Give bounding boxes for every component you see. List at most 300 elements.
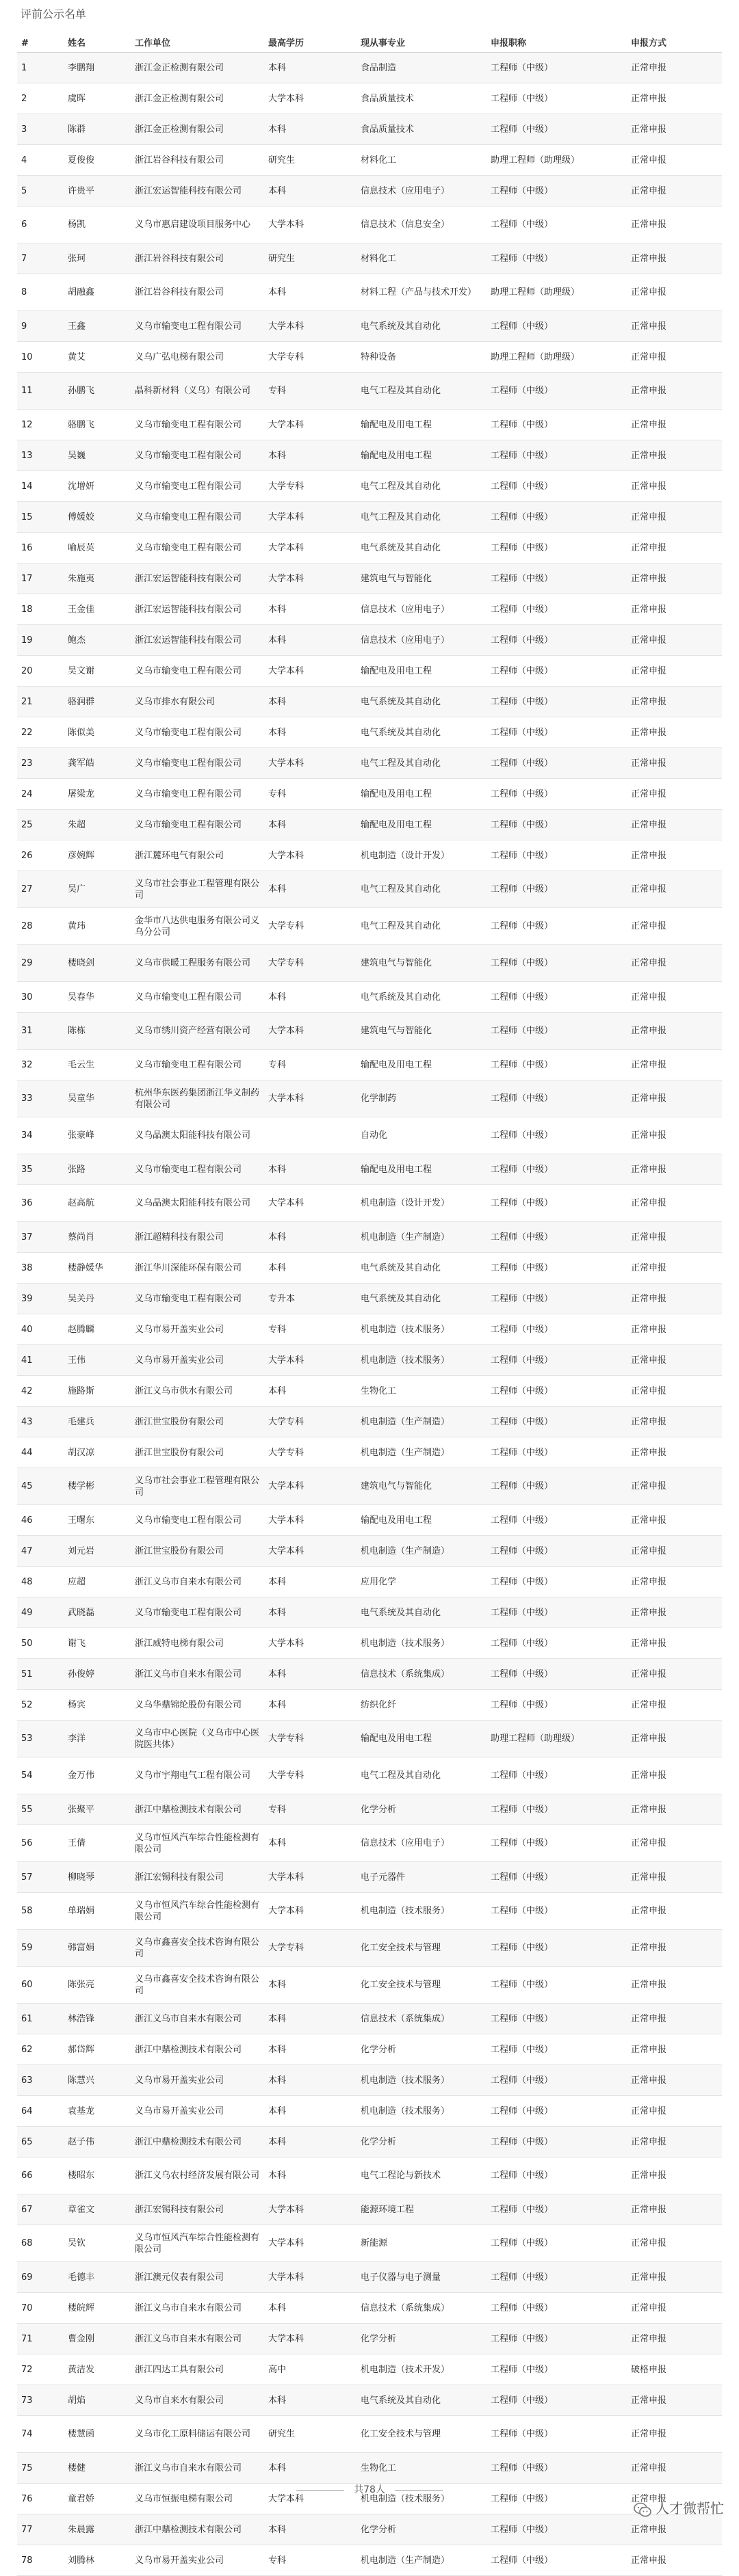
row-index: 23 (17, 748, 64, 779)
table-row (17, 2354, 722, 2385)
row-major: 信息技术（系统集成） (356, 2293, 487, 2324)
row-index: 21 (17, 687, 64, 717)
row-title: 工程师（中级） (487, 2416, 627, 2453)
row-employer: 义乌市易开盖实业公司 (131, 2065, 264, 2096)
row-method: 正常申报 (627, 274, 722, 311)
row-method: 正常申报 (627, 1659, 722, 1690)
row-index: 48 (17, 1567, 64, 1597)
row-method: 正常申报 (627, 533, 722, 563)
row-title: 工程师（中级） (487, 2004, 627, 2034)
row-index: 15 (17, 502, 64, 533)
row-index: 59 (17, 1930, 64, 1967)
row-method: 正常申报 (627, 410, 722, 440)
row-title: 工程师（中级） (487, 945, 627, 982)
row-major: 特种设备 (356, 342, 487, 373)
row-title: 工程师（中级） (487, 982, 627, 1013)
row-index: 33 (17, 1080, 64, 1117)
row-method: 正常申报 (627, 114, 722, 145)
row-method: 正常申报 (627, 2225, 722, 2262)
row-method: 正常申报 (627, 1930, 722, 1967)
row-employer: 浙江金正检测有限公司 (131, 53, 264, 83)
row-education: 专科 (264, 373, 356, 410)
row-education: 本科 (264, 1967, 356, 2004)
row-major: 机电制造（生产制造） (356, 1407, 487, 1437)
row-major: 电气系统及其自动化 (356, 717, 487, 748)
row-major: 建筑电气与智能化 (356, 945, 487, 982)
row-education: 专科 (264, 1050, 356, 1080)
row-method: 正常申报 (627, 2453, 722, 2484)
row-index: 74 (17, 2416, 64, 2453)
row-employer: 浙江中鼎检测技术有限公司 (131, 2514, 264, 2545)
row-method: 正常申报 (627, 871, 722, 908)
row-name: 毛云生 (64, 1050, 131, 1080)
row-index: 2 (17, 83, 64, 114)
row-name: 袁基龙 (64, 2096, 131, 2127)
row-major: 能源环境工程 (356, 2194, 487, 2225)
row-major: 信息技术（应用电子） (356, 625, 487, 656)
table-row (17, 471, 722, 502)
row-index: 75 (17, 2453, 64, 2484)
table-row (17, 748, 722, 779)
row-index: 31 (17, 1013, 64, 1050)
row-title: 工程师（中级） (487, 1930, 627, 1967)
table-row (17, 945, 722, 982)
col-header-major: 现从事专业 (356, 34, 487, 53)
row-name: 骆鹏飞 (64, 410, 131, 440)
row-name: 陈张亮 (64, 1967, 131, 2004)
row-name: 黄玮 (64, 908, 131, 945)
row-employer: 浙江宏锡科技有限公司 (131, 1862, 264, 1893)
row-title: 工程师（中级） (487, 687, 627, 717)
row-name: 黄艾 (64, 342, 131, 373)
row-major: 信息技术（系统集成） (356, 1659, 487, 1690)
row-index: 67 (17, 2194, 64, 2225)
row-education: 本科 (264, 2385, 356, 2416)
row-index: 18 (17, 594, 64, 625)
row-education: 研究生 (264, 145, 356, 176)
table-row (17, 502, 722, 533)
row-education: 大学本科 (264, 410, 356, 440)
row-index: 60 (17, 1967, 64, 2004)
table-row (17, 1659, 722, 1690)
row-method: 正常申报 (627, 1862, 722, 1893)
row-employer: 义乌市输变电工程有限公司 (131, 656, 264, 687)
row-title: 工程师（中级） (487, 563, 627, 594)
row-title: 工程师（中级） (487, 2324, 627, 2354)
row-employer: 义乌市输变电工程有限公司 (131, 1154, 264, 1185)
row-major: 电气系统及其自动化 (356, 2385, 487, 2416)
row-employer: 浙江宏运智能科技有限公司 (131, 176, 264, 207)
row-name: 单瑞娟 (64, 1893, 131, 1930)
row-major: 信息技术（应用电子） (356, 594, 487, 625)
row-method: 正常申报 (627, 594, 722, 625)
row-education: 本科 (264, 2453, 356, 2484)
row-employer: 浙江岩谷科技有限公司 (131, 145, 264, 176)
row-title: 工程师（中级） (487, 1967, 627, 2004)
row-title: 工程师（中级） (487, 1117, 627, 1154)
row-index: 6 (17, 207, 64, 243)
row-employer: 浙江宏运智能科技有限公司 (131, 625, 264, 656)
row-major: 机电制造（技术服务） (356, 2096, 487, 2127)
row-education: 本科 (264, 114, 356, 145)
row-name: 楼昭东 (64, 2157, 131, 2194)
candidate-table (17, 34, 722, 2576)
table-row (17, 2004, 722, 2034)
row-method: 正常申报 (627, 840, 722, 871)
row-major: 电气系统及其自动化 (356, 1597, 487, 1628)
row-major: 生物化工 (356, 2453, 487, 2484)
row-index: 61 (17, 2004, 64, 2034)
row-education: 专升本 (264, 1284, 356, 1314)
row-name: 王金佳 (64, 594, 131, 625)
row-employer: 义乌市输变电工程有限公司 (131, 1597, 264, 1628)
row-method: 正常申报 (627, 982, 722, 1013)
table-row (17, 1597, 722, 1628)
row-title: 工程师（中级） (487, 2127, 627, 2157)
row-major: 材料化工 (356, 243, 487, 274)
row-name: 许贵平 (64, 176, 131, 207)
row-education: 本科 (264, 2293, 356, 2324)
table-row (17, 2096, 722, 2127)
row-major: 材料化工 (356, 145, 487, 176)
row-title: 工程师（中级） (487, 2545, 627, 2576)
row-education: 本科 (264, 2004, 356, 2034)
row-major: 电气系统及其自动化 (356, 982, 487, 1013)
row-name: 楼晓剑 (64, 945, 131, 982)
row-employer: 义乌市易开盖实业公司 (131, 1314, 264, 1345)
row-index: 77 (17, 2514, 64, 2545)
row-education: 大学本科 (264, 502, 356, 533)
row-index: 39 (17, 1284, 64, 1314)
row-method: 正常申报 (627, 1253, 722, 1284)
row-method: 正常申报 (627, 145, 722, 176)
row-employer: 义乌市输变电工程有限公司 (131, 1505, 264, 1536)
table-row (17, 1825, 722, 1862)
row-method: 正常申报 (627, 176, 722, 207)
row-education: 本科 (264, 2514, 356, 2545)
table-row (17, 2416, 722, 2453)
table-row (17, 533, 722, 563)
row-name: 骆润群 (64, 687, 131, 717)
row-index: 73 (17, 2385, 64, 2416)
row-education: 本科 (264, 176, 356, 207)
row-employer: 浙江义乌市自来水有限公司 (131, 2293, 264, 2324)
row-method: 正常申报 (627, 1967, 722, 2004)
row-method: 正常申报 (627, 1628, 722, 1659)
row-method: 正常申报 (627, 373, 722, 410)
watermark-text: 人才微帮忙 (656, 2500, 724, 2517)
row-method: 正常申报 (627, 2065, 722, 2096)
row-employer: 义乌晶澳太阳能科技有限公司 (131, 1185, 264, 1222)
row-employer: 浙江义乌市自来水有限公司 (131, 2324, 264, 2354)
row-index: 54 (17, 1757, 64, 1794)
row-method: 正常申报 (627, 1437, 722, 1468)
row-employer: 晶科新材料（义乌）有限公司 (131, 373, 264, 410)
row-employer: 义乌市输变电工程有限公司 (131, 982, 264, 1013)
row-index: 28 (17, 908, 64, 945)
row-education: 大学本科 (264, 1862, 356, 1893)
row-major: 机电制造（技术服务） (356, 1314, 487, 1345)
row-education: 大学本科 (264, 207, 356, 243)
row-employer: 浙江义乌市自来水有限公司 (131, 1567, 264, 1597)
row-major: 信息技术（应用电子） (356, 176, 487, 207)
row-education: 本科 (264, 810, 356, 840)
row-education: 大学专科 (264, 1930, 356, 1967)
row-major: 机电制造（生产制造） (356, 1536, 487, 1567)
table-row (17, 840, 722, 871)
row-major: 电气工程论与新技术 (356, 2157, 487, 2194)
table-header-row (17, 34, 722, 53)
row-name: 赵腾麟 (64, 1314, 131, 1345)
row-education: 本科 (264, 440, 356, 471)
row-name: 夏俊俊 (64, 145, 131, 176)
row-education: 大学专科 (264, 945, 356, 982)
row-education: 大学本科 (264, 1628, 356, 1659)
row-index: 5 (17, 176, 64, 207)
row-title: 工程师（中级） (487, 2514, 627, 2545)
row-education: 本科 (264, 594, 356, 625)
row-employer: 义乌市恒风汽车综合性能检测有限公司 (131, 1893, 264, 1930)
row-employer: 浙江澳元仪表有限公司 (131, 2262, 264, 2293)
row-employer: 浙江世宝股份有限公司 (131, 1536, 264, 1567)
row-education: 大学本科 (264, 83, 356, 114)
row-title: 工程师（中级） (487, 1185, 627, 1222)
row-major: 机电制造（设计开发） (356, 840, 487, 871)
row-education: 专科 (264, 779, 356, 810)
row-method: 正常申报 (627, 1536, 722, 1567)
table-row (17, 2545, 722, 2576)
row-index: 8 (17, 274, 64, 311)
row-title: 工程师（中级） (487, 656, 627, 687)
row-employer: 义乌市输变电工程有限公司 (131, 748, 264, 779)
row-education: 本科 (264, 625, 356, 656)
col-header-method: 申报方式 (627, 34, 722, 53)
row-major: 化学分析 (356, 2324, 487, 2354)
row-index: 55 (17, 1794, 64, 1825)
row-name: 刘腾林 (64, 2545, 131, 2576)
row-index: 9 (17, 311, 64, 342)
row-major: 电气工程及其自动化 (356, 373, 487, 410)
row-method: 正常申报 (627, 2096, 722, 2127)
row-index: 4 (17, 145, 64, 176)
row-employer: 浙江麓环电气有限公司 (131, 840, 264, 871)
row-education: 大学本科 (264, 1013, 356, 1050)
table-row (17, 1253, 722, 1284)
row-major: 自动化 (356, 1117, 487, 1154)
row-major: 电气工程及其自动化 (356, 748, 487, 779)
row-name: 杨宾 (64, 1690, 131, 1721)
row-major: 输配电及用电工程 (356, 440, 487, 471)
row-name: 吴关丹 (64, 1284, 131, 1314)
row-index: 24 (17, 779, 64, 810)
row-employer: 浙江超精科技有限公司 (131, 1222, 264, 1253)
row-education: 研究生 (264, 243, 356, 274)
row-method: 正常申报 (627, 1345, 722, 1376)
table-row (17, 274, 722, 311)
row-name: 朱晨露 (64, 2514, 131, 2545)
row-major: 应用化学 (356, 1567, 487, 1597)
row-major: 材料工程（产品与技术开发） (356, 274, 487, 311)
row-title: 工程师（中级） (487, 1154, 627, 1185)
row-name: 龚军皓 (64, 748, 131, 779)
row-employer: 义乌市易开盖实业公司 (131, 2096, 264, 2127)
row-index: 68 (17, 2225, 64, 2262)
row-title: 工程师（中级） (487, 2385, 627, 2416)
row-name: 赵子伟 (64, 2127, 131, 2157)
row-name: 童君娇 (64, 2484, 131, 2514)
table-row (17, 625, 722, 656)
table-row (17, 440, 722, 471)
table-row (17, 563, 722, 594)
row-education: 专科 (264, 2545, 356, 2576)
row-education: 大学本科 (264, 2225, 356, 2262)
row-education: 本科 (264, 871, 356, 908)
row-method: 正常申报 (627, 1567, 722, 1597)
row-method: 正常申报 (627, 2385, 722, 2416)
row-name: 张聚平 (64, 1794, 131, 1825)
table-row (17, 1721, 722, 1757)
row-employer: 义乌市鑫喜安全技术咨询有限公司 (131, 1967, 264, 2004)
table-row (17, 53, 722, 83)
table-row (17, 1080, 722, 1117)
row-name: 胡焰 (64, 2385, 131, 2416)
table-row (17, 1013, 722, 1050)
table-row (17, 1154, 722, 1185)
row-title: 工程师（中级） (487, 2484, 627, 2514)
row-employer: 浙江金正检测有限公司 (131, 114, 264, 145)
row-major: 建筑电气与智能化 (356, 563, 487, 594)
row-education: 本科 (264, 687, 356, 717)
table-row (17, 982, 722, 1013)
row-index: 66 (17, 2157, 64, 2194)
table-row (17, 908, 722, 945)
row-index: 7 (17, 243, 64, 274)
row-employer: 浙江义乌市自来水有限公司 (131, 1659, 264, 1690)
row-major: 机电制造（生产制造） (356, 2545, 487, 2576)
table-row (17, 243, 722, 274)
row-title: 工程师（中级） (487, 1893, 627, 1930)
row-title: 工程师（中级） (487, 1222, 627, 1253)
row-method: 正常申报 (627, 2416, 722, 2453)
row-index: 72 (17, 2354, 64, 2385)
row-title: 工程师（中级） (487, 717, 627, 748)
row-title: 工程师（中级） (487, 533, 627, 563)
row-education (264, 1117, 356, 1154)
row-method: 正常申报 (627, 243, 722, 274)
row-title: 工程师（中级） (487, 1345, 627, 1376)
col-header-title: 申报职称 (487, 34, 627, 53)
row-major: 新能源 (356, 2225, 487, 2262)
row-education: 大学本科 (264, 1536, 356, 1567)
row-education: 大学本科 (264, 1893, 356, 1930)
row-major: 化工安全技术与管理 (356, 1967, 487, 2004)
row-method: 正常申报 (627, 1185, 722, 1222)
table-row (17, 2453, 722, 2484)
row-employer: 义乌市恒振电梯有限公司 (131, 2484, 264, 2514)
row-major: 生物化工 (356, 1376, 487, 1407)
row-education: 本科 (264, 274, 356, 311)
row-index: 16 (17, 533, 64, 563)
row-name: 楼慧函 (64, 2416, 131, 2453)
row-name: 张豪峰 (64, 1117, 131, 1154)
row-education: 本科 (264, 1597, 356, 1628)
row-name: 彦婉辉 (64, 840, 131, 871)
row-major: 电气系统及其自动化 (356, 1284, 487, 1314)
row-name: 李鹏翔 (64, 53, 131, 83)
row-name: 吴巍 (64, 440, 131, 471)
row-title: 工程师（中级） (487, 1437, 627, 1468)
row-title: 工程师（中级） (487, 1013, 627, 1050)
row-major: 输配电及用电工程 (356, 410, 487, 440)
row-title: 工程师（中级） (487, 810, 627, 840)
row-name: 吴童华 (64, 1080, 131, 1117)
row-method: 正常申报 (627, 1825, 722, 1862)
row-index: 76 (17, 2484, 64, 2514)
row-major: 输配电及用电工程 (356, 1154, 487, 1185)
row-title: 工程师（中级） (487, 2453, 627, 2484)
row-method: 正常申报 (627, 2262, 722, 2293)
row-education: 本科 (264, 1567, 356, 1597)
row-name: 蔡尚肖 (64, 1222, 131, 1253)
row-name: 林浩锋 (64, 2004, 131, 2034)
row-education: 大学本科 (264, 1468, 356, 1505)
row-employer: 义乌广弘电梯有限公司 (131, 342, 264, 373)
row-major: 化工安全技术与管理 (356, 1930, 487, 1967)
row-employer: 义乌市输变电工程有限公司 (131, 533, 264, 563)
row-title: 工程师（中级） (487, 840, 627, 871)
row-title: 工程师（中级） (487, 2096, 627, 2127)
row-method: 正常申报 (627, 1222, 722, 1253)
row-name: 王曙东 (64, 1505, 131, 1536)
row-major: 化学分析 (356, 2514, 487, 2545)
row-name: 楼皖辉 (64, 2293, 131, 2324)
watermark (634, 2497, 724, 2517)
footer-divider-left (296, 2490, 344, 2491)
row-index: 57 (17, 1862, 64, 1893)
row-education: 本科 (264, 1154, 356, 1185)
table-row (17, 1690, 722, 1721)
row-name: 张路 (64, 1154, 131, 1185)
row-name: 孙俊婷 (64, 1659, 131, 1690)
table-row (17, 83, 722, 114)
row-method: 正常申报 (627, 1597, 722, 1628)
table-row (17, 1794, 722, 1825)
row-method: 正常申报 (627, 1314, 722, 1345)
row-method: 正常申报 (627, 2034, 722, 2065)
row-title: 工程师（中级） (487, 410, 627, 440)
row-title: 工程师（中级） (487, 1284, 627, 1314)
table-row (17, 1505, 722, 1536)
row-method: 正常申报 (627, 440, 722, 471)
row-education: 大学本科 (264, 1185, 356, 1222)
row-employer: 义乌市输变电工程有限公司 (131, 440, 264, 471)
table-row (17, 1222, 722, 1253)
row-method: 正常申报 (627, 2194, 722, 2225)
row-index: 12 (17, 410, 64, 440)
table-row (17, 1468, 722, 1505)
col-header-employer: 工作单位 (131, 34, 264, 53)
row-title: 助理工程师（助理级） (487, 1721, 627, 1757)
row-major: 化学分析 (356, 2127, 487, 2157)
row-title: 助理工程师（助理级） (487, 145, 627, 176)
row-title: 工程师（中级） (487, 871, 627, 908)
row-name: 李洋 (64, 1721, 131, 1757)
row-method: 正常申报 (627, 1721, 722, 1757)
row-name: 屠梁龙 (64, 779, 131, 810)
row-education: 本科 (264, 1376, 356, 1407)
row-title: 工程师（中级） (487, 1376, 627, 1407)
row-major: 电气工程及其自动化 (356, 471, 487, 502)
